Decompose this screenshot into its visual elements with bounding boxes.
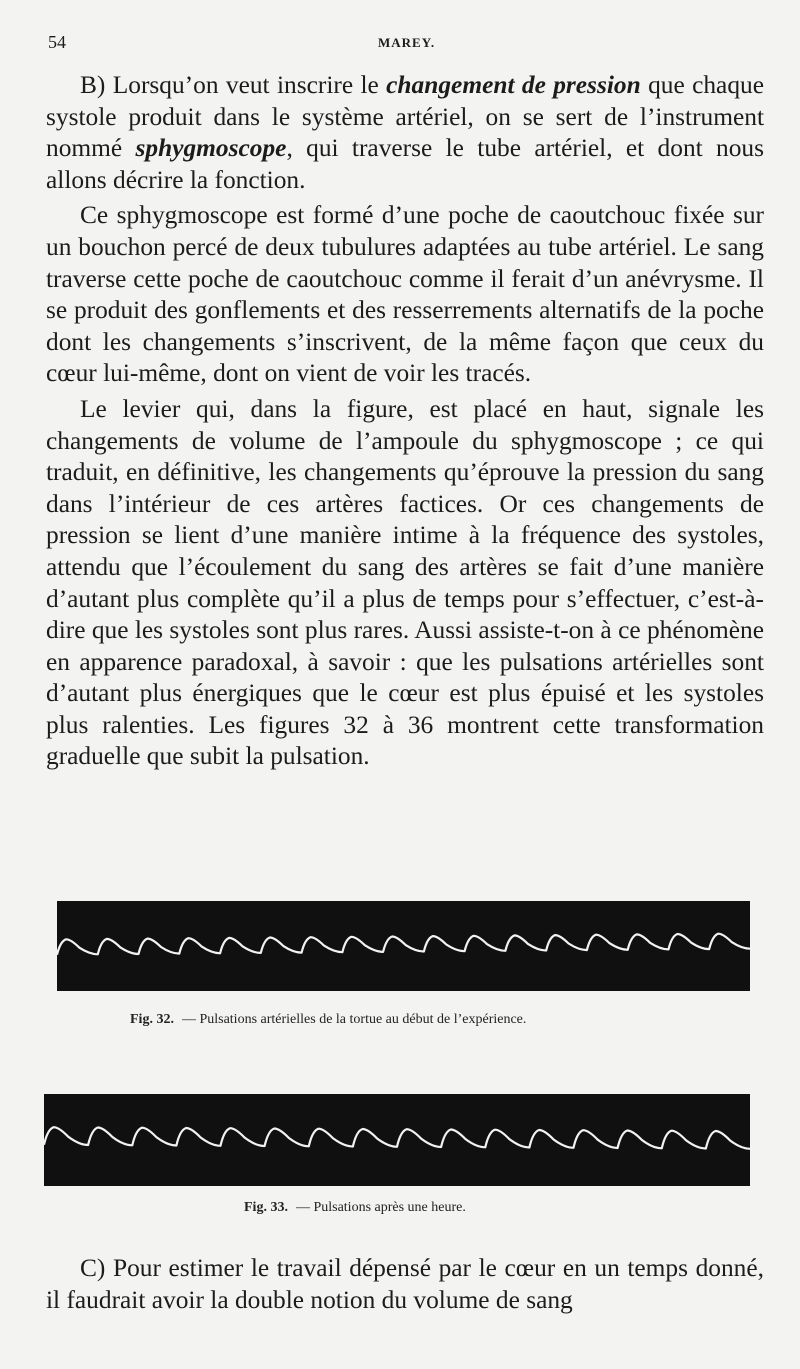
emphasis-sphygmoscope: sphygmoscope — [135, 134, 287, 163]
figure-32-label: Fig. 32. — [130, 1012, 174, 1027]
figure-32-caption-text: — Pulsations artérielles de la tortue au début de l’expérience. — [181, 1012, 527, 1027]
paragraph-levier: Le levier qui, dans la figure, est placé en haut, signale les changements de volume de l’ampoule du sphygmoscope ; ce qui traduit, en définitive, les changements qu’éprouve la pression du sang dans l’intérieur de ces artères factices. Or ces changements de pression se lient d’une manière intime à la fréquence des systoles, attendu que l’écoulement du sang des artères se fait d’une manière d’autant plus complète qu’il a plus de temps pour s’effectuer, c’est-à-dire que les systoles sont plus rares. Aussi assiste-t-on à ce phénomène en apparence paradoxal, à savoir : que les pulsations artérielles sont d’autant plus énergiques que le cœur est plus épuisé et les systoles plus ralenties. Les figures 32 à 36 montrent cette transformation graduelle que subit la pulsation. — [46, 394, 764, 771]
figure-33-caption — [244, 1200, 466, 1216]
paragraph-b-text-3: , qui traverse le tube artériel, et dont nous allons décrire la fonction. — [46, 134, 765, 194]
figure-32-pulse-trace — [57, 934, 750, 955]
figure-33-label: Fig. 33. — [244, 1200, 288, 1215]
figure-33-pulse-trace — [44, 1127, 750, 1149]
figure-33-trace — [44, 1094, 750, 1186]
paragraph-b-text-1: B) Lorsqu’on veut inscrire le — [80, 71, 387, 99]
figure-32-waveform — [57, 901, 750, 991]
figure-33-waveform — [44, 1094, 750, 1186]
body-text — [46, 70, 764, 777]
paragraph-b-text-2: que chaque systole produit dans le système artériel, on se sert de l’instrument nommé — [46, 71, 764, 163]
running-head — [48, 32, 764, 54]
emphasis-changement-de-pression: changement de pression — [386, 71, 641, 99]
figure-33-caption-text: — Pulsations après une heure. — [295, 1200, 466, 1215]
section-c-text — [46, 1253, 764, 1316]
figure-32-trace — [57, 901, 750, 991]
paragraph-c: C) Pour estimer le travail dépensé par le cœur en un temps donné, il faudrait avoir la double notion du volume de sang — [46, 1254, 764, 1314]
paragraph-sphygmoscope: Ce sphygmoscope est formé d’une poche de caoutchouc fixée sur un bouchon percé de deux tubulures adaptées au tube artériel. Le sang traverse cette poche de caoutchouc comme il ferait d’un anévrysme. Il se produit des gonflements et des resserrements alternatifs de la poche dont les changements s’inscrivent, de la même façon que ceux du cœur lui-même, dont on vient de voir les tracés. — [46, 201, 764, 388]
paragraph-b — [46, 70, 764, 196]
running-title: MAREY. — [378, 35, 436, 50]
figure-32-caption — [130, 1012, 526, 1028]
page-number: 54 — [48, 32, 66, 52]
